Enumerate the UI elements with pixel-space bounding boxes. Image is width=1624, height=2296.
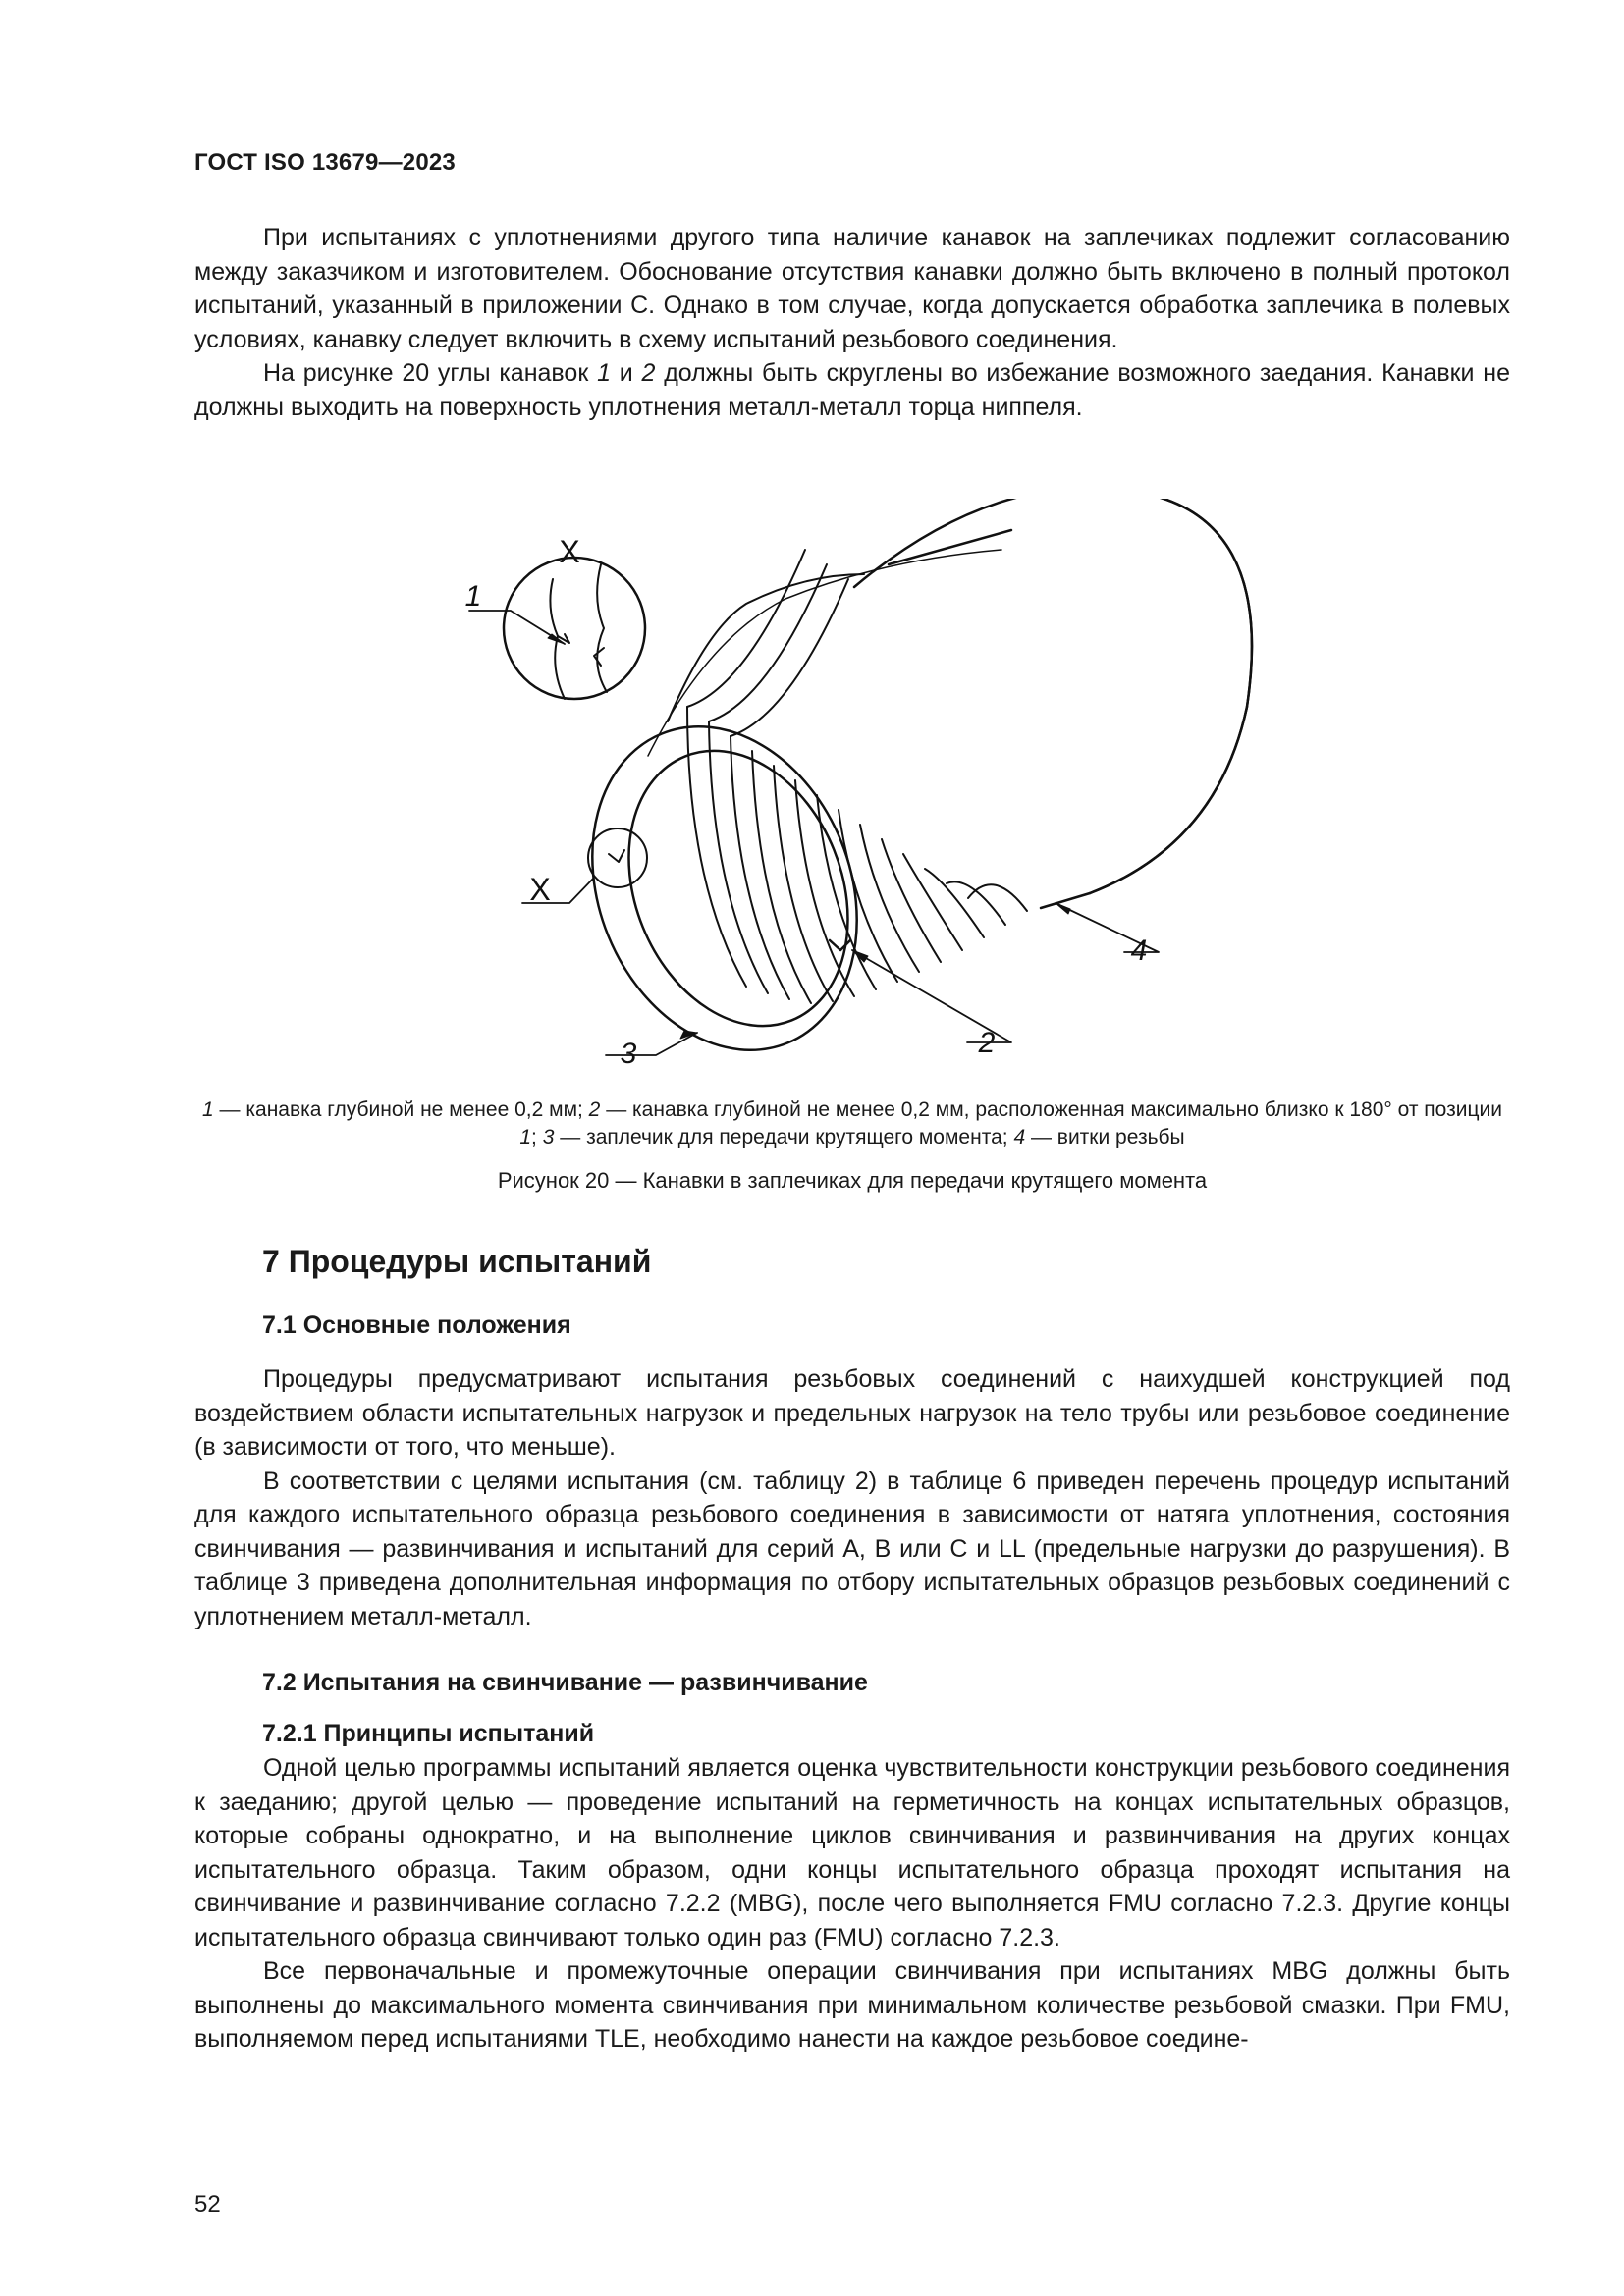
intro-paragraph-2: На рисунке 20 углы канавок 1 и 2 должны быть скруглены во избежание возможного заедания. Канавки не должны выходить на поверхность уплотнения металл-металл торца ниппеля. <box>194 359 1511 421</box>
section-7-1-heading: 7.1 Основные положения <box>262 1311 571 1339</box>
detail-magnifier <box>504 558 645 699</box>
section-7-2-heading: 7.2 Испытания на свинчивание — развинчивание <box>262 1669 868 1696</box>
detail-x-circle <box>588 828 647 887</box>
label-3: 3 <box>620 1038 637 1070</box>
section-7-heading: 7 Процедуры испытаний <box>262 1244 652 1279</box>
s721-paragraph-2: Все первоначальные и промежуточные операции свинчивания при испытаниях MBG должны быть выполнены до максимального момента свинчивания при минимальном количестве резьбовой смазки. При FMU, выполняемом перед испытаниями TLE, необходимо нанести на каждое резьбовое соедине- <box>194 1957 1510 2053</box>
s71-paragraph-1: Процедуры предусматривают испытания резьбовых соединений с наихудшей конструкцией под воздействием области испытательных нагрузок и предельных нагрузок на тело трубы или резьбовое соединение (в зависимости от того, что меньше). <box>194 1365 1510 1461</box>
label-1: 1 <box>464 580 482 613</box>
page-number: 52 <box>194 2191 221 2217</box>
figure-caption: Рисунок 20 — Канавки в заплечиках для передачи крутящего момента <box>497 1168 1208 1193</box>
s71-paragraph-2: В соответствии с целями испытания (см. таблицу 2) в таблице 6 приведен перечень процедур испытаний для каждого испытательного образца резьбового соединения в зависимости от натяга уплотнения, состояния свинчивания — развинчивания и испытаний для серий А, В или С и LL (предельные нагрузки до разрушения). В таблице 3 приведена дополнительная информация по отбору испытательных образцов резьбовых соединений с уплотнением металл-металл. <box>194 1467 1510 1630</box>
intro-text <box>194 221 1510 424</box>
section-7-1-text <box>194 1362 1510 1633</box>
label-2: 2 <box>978 1027 996 1059</box>
callout-x-top: X <box>559 534 580 569</box>
s721-paragraph-1: Одной целью программы испытаний является оценка чувствительности конструкции резьбового соединения к заеданию; другой целью — проведение испытаний на герметичность на концах испытательных образцов, которые собраны однократно, и на выполнение циклов свинчивания и развинчивания на других концах испытательного образца. Таким образом, одни концы испытательного образца проходят испытания на свинчивание и развинчивание согласно 7.2.2 (MBG), после чего выполняется FMU согласно 7.2.3. Другие концы испытательного образца свинчивают только один раз (FMU) согласно 7.2.3. <box>194 1754 1510 1951</box>
callout-x-bottom: X <box>529 872 551 907</box>
inner-bore <box>589 718 887 1059</box>
standard-header: ГОСТ ISO 13679—2023 <box>194 149 456 176</box>
groove-2 <box>830 940 850 950</box>
intro-paragraph-1: При испытаниях с уплотнениями другого типа наличие канавок на заплечиках подлежит согласованию между заказчиком и изготовителем. Обоснование отсутствия канавки должно быть включено в полный протокол испытаний, указанный в приложении С. Однако в том случае, когда допускается обработка заплечика в полевых условиях, канавку следует включить в схему испытаний резьбового соединения. <box>194 224 1510 353</box>
label-4: 4 <box>1130 934 1148 967</box>
figure-legend: 1 — канавка глубиной не менее 0,2 мм; 2 — канавка глубиной не менее 0,2 мм, расположенная максимально близко к 180° от позиции 1; 3 — заплечик для передачи крутящего момента; 4 — витки резьбы <box>202 1098 1502 1148</box>
section-7-2-1-heading: 7.2.1 Принципы испытаний <box>262 1720 595 1747</box>
section-7-2-1-text <box>194 1751 1510 2056</box>
figure-20-drawing <box>432 499 1276 1078</box>
